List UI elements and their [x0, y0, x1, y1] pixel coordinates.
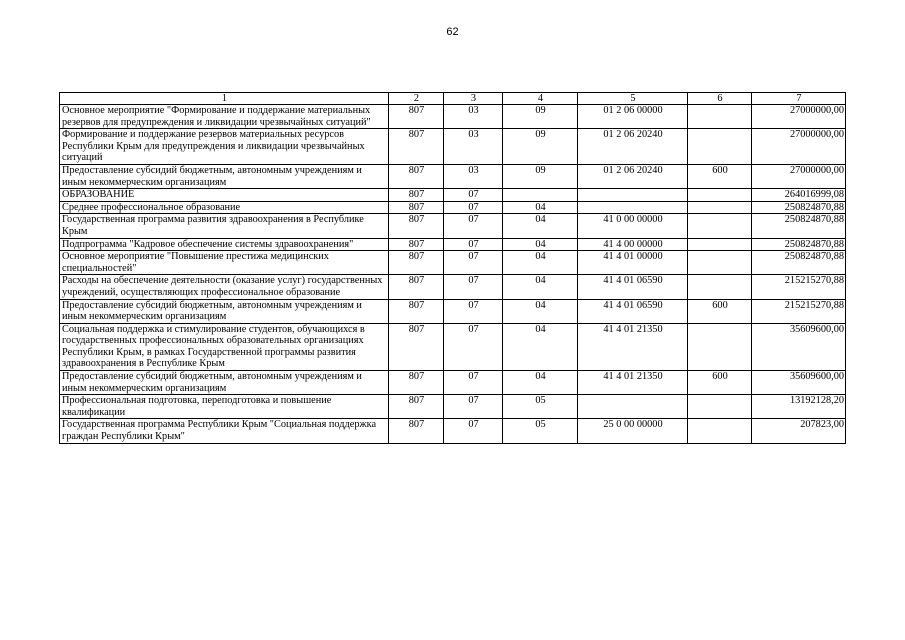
- cell-col-2: 807: [389, 251, 444, 275]
- cell-col-5: 41 4 01 06590: [578, 299, 688, 323]
- cell-col-7-amount: 35609600,00: [752, 371, 846, 395]
- table-row: [60, 275, 846, 299]
- cell-col-6: [688, 129, 752, 165]
- row-name: Предоставление субсидий бюджетным, автономным учреждениям и иным некоммерческим организациям: [60, 371, 389, 395]
- row-name: Расходы на обеспечение деятельности (оказание услуг) государственных учреждений, осуществляющих профессиональное образование: [60, 275, 389, 299]
- row-name: Подпрограмма "Кадровое обеспечение системы здравоохранения": [60, 238, 389, 251]
- table-row: [60, 189, 846, 202]
- page-number: 62: [446, 26, 459, 38]
- cell-col-3: 07: [444, 214, 503, 238]
- cell-col-5: 41 0 00 00000: [578, 214, 688, 238]
- table-row: [60, 164, 846, 188]
- cell-col-5: [578, 189, 688, 202]
- cell-col-3: 07: [444, 395, 503, 419]
- row-name: Государственная программа развития здравоохранения в Республике Крым: [60, 214, 389, 238]
- cell-col-6: [688, 275, 752, 299]
- cell-col-7-amount: 250824870,88: [752, 238, 846, 251]
- table-row: [60, 214, 846, 238]
- cell-col-2: 807: [389, 201, 444, 214]
- cell-col-7-amount: 27000000,00: [752, 164, 846, 188]
- cell-col-6: 600: [688, 299, 752, 323]
- cell-col-2: 807: [389, 395, 444, 419]
- cell-col-6: [688, 214, 752, 238]
- cell-col-7-amount: 250824870,88: [752, 201, 846, 214]
- table-row: [60, 323, 846, 370]
- cell-col-3: 07: [444, 371, 503, 395]
- cell-col-4: 04: [503, 299, 578, 323]
- column-header: 3: [444, 93, 503, 105]
- cell-col-5: 41 4 01 21350: [578, 371, 688, 395]
- cell-col-3: 07: [444, 201, 503, 214]
- cell-col-5: 41 4 01 21350: [578, 323, 688, 370]
- table-row: [60, 419, 846, 443]
- cell-col-7-amount: 27000000,00: [752, 129, 846, 165]
- cell-col-6: [688, 189, 752, 202]
- cell-col-7-amount: 35609600,00: [752, 323, 846, 370]
- cell-col-6: [688, 251, 752, 275]
- cell-col-6: 600: [688, 164, 752, 188]
- cell-col-2: 807: [389, 323, 444, 370]
- cell-col-4: 09: [503, 105, 578, 129]
- row-name: Профессиональная подготовка, переподготовка и повышение квалификации: [60, 395, 389, 419]
- table-row: [60, 299, 846, 323]
- row-name: Формирование и поддержание резервов материальных ресурсов Республики Крым для предупреждения и ликвидации чрезвычайных ситуаций: [60, 129, 389, 165]
- cell-col-5: 41 4 01 06590: [578, 275, 688, 299]
- cell-col-4: 09: [503, 129, 578, 165]
- cell-col-2: 807: [389, 275, 444, 299]
- cell-col-3: 07: [444, 275, 503, 299]
- cell-col-7-amount: 250824870,88: [752, 251, 846, 275]
- row-name: Основное мероприятие "Формирование и поддержание материальных резервов для предупреждения и ликвидации чрезвычайных ситуаций": [60, 105, 389, 129]
- column-header: 1: [60, 93, 389, 105]
- cell-col-2: 807: [389, 299, 444, 323]
- cell-col-5: 25 0 00 00000: [578, 419, 688, 443]
- cell-col-6: [688, 105, 752, 129]
- row-name: Основное мероприятие "Повышение престижа медицинских специальностей": [60, 251, 389, 275]
- cell-col-6: [688, 238, 752, 251]
- cell-col-4: 05: [503, 395, 578, 419]
- cell-col-3: 07: [444, 238, 503, 251]
- cell-col-6: [688, 395, 752, 419]
- cell-col-5: [578, 201, 688, 214]
- table-body: [60, 105, 846, 444]
- cell-col-3: 07: [444, 251, 503, 275]
- cell-col-7-amount: 215215270,88: [752, 275, 846, 299]
- cell-col-5: [578, 395, 688, 419]
- table-row: [60, 238, 846, 251]
- row-name: Предоставление субсидий бюджетным, автономным учреждениям и иным некоммерческим организациям: [60, 299, 389, 323]
- cell-col-7-amount: 250824870,88: [752, 214, 846, 238]
- cell-col-6: [688, 201, 752, 214]
- cell-col-6: [688, 323, 752, 370]
- cell-col-4: 04: [503, 238, 578, 251]
- cell-col-4: 05: [503, 419, 578, 443]
- table-row: [60, 201, 846, 214]
- cell-col-2: 807: [389, 214, 444, 238]
- cell-col-6: 600: [688, 371, 752, 395]
- cell-col-2: 807: [389, 164, 444, 188]
- table-row: [60, 395, 846, 419]
- cell-col-4: 04: [503, 201, 578, 214]
- cell-col-3: 03: [444, 105, 503, 129]
- cell-col-4: [503, 189, 578, 202]
- budget-table: [59, 92, 846, 444]
- column-header: 2: [389, 93, 444, 105]
- cell-col-4: 09: [503, 164, 578, 188]
- table-row: [60, 371, 846, 395]
- cell-col-7-amount: 215215270,88: [752, 299, 846, 323]
- cell-col-6: [688, 419, 752, 443]
- cell-col-2: 807: [389, 238, 444, 251]
- row-name: Государственная программа Республики Крым "Социальная поддержка граждан Республики Крым": [60, 419, 389, 443]
- column-header: 4: [503, 93, 578, 105]
- cell-col-5: 01 2 06 00000: [578, 105, 688, 129]
- cell-col-3: 03: [444, 164, 503, 188]
- table-row: [60, 129, 846, 165]
- column-header: 5: [578, 93, 688, 105]
- cell-col-7-amount: 264016999,08: [752, 189, 846, 202]
- cell-col-4: 04: [503, 275, 578, 299]
- column-header: 6: [688, 93, 752, 105]
- cell-col-3: 07: [444, 419, 503, 443]
- header-row: [60, 93, 846, 105]
- column-header: 7: [752, 93, 846, 105]
- cell-col-3: 07: [444, 323, 503, 370]
- cell-col-4: 04: [503, 251, 578, 275]
- cell-col-5: 01 2 06 20240: [578, 164, 688, 188]
- cell-col-7-amount: 207823,00: [752, 419, 846, 443]
- row-name: Предоставление субсидий бюджетным, автономным учреждениям и иным некоммерческим организациям: [60, 164, 389, 188]
- cell-col-2: 807: [389, 419, 444, 443]
- cell-col-7-amount: 27000000,00: [752, 105, 846, 129]
- cell-col-4: 04: [503, 214, 578, 238]
- row-name: Среднее профессиональное образование: [60, 201, 389, 214]
- cell-col-5: 41 4 00 00000: [578, 238, 688, 251]
- cell-col-2: 807: [389, 189, 444, 202]
- row-name: ОБРАЗОВАНИЕ: [60, 189, 389, 202]
- cell-col-2: 807: [389, 129, 444, 165]
- table-row: [60, 105, 846, 129]
- row-name: Социальная поддержка и стимулирование студентов, обучающихся в государственных профессиональных образовательных организациях Республики Крым, в рамках Государственной программы развития здравоохранения в Республике Крым: [60, 323, 389, 370]
- cell-col-3: 03: [444, 129, 503, 165]
- cell-col-3: 07: [444, 189, 503, 202]
- table-row: [60, 251, 846, 275]
- cell-col-2: 807: [389, 105, 444, 129]
- cell-col-4: 04: [503, 371, 578, 395]
- cell-col-4: 04: [503, 323, 578, 370]
- cell-col-5: 41 4 01 00000: [578, 251, 688, 275]
- cell-col-7-amount: 13192128,20: [752, 395, 846, 419]
- cell-col-2: 807: [389, 371, 444, 395]
- cell-col-5: 01 2 06 20240: [578, 129, 688, 165]
- cell-col-3: 07: [444, 299, 503, 323]
